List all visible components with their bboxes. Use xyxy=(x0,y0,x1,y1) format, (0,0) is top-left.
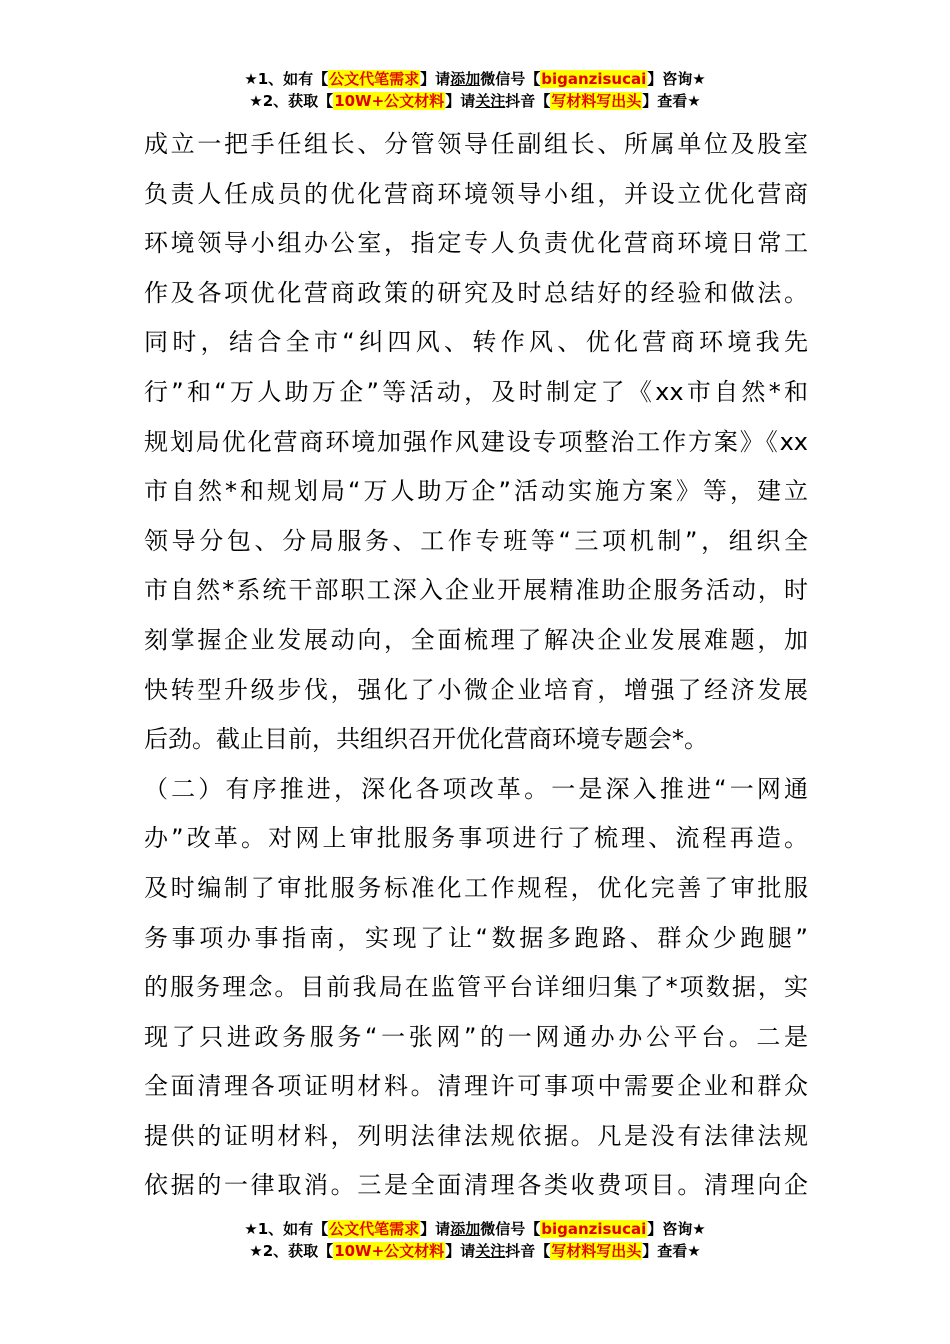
body-line: 行”和“万人助万企”等活动，及时制定了《xx市自然*和 xyxy=(144,377,808,406)
body-line: 的服务理念。目前我局在监管平台详细归集了*项数据，实 xyxy=(144,973,808,1002)
banner-line-2 xyxy=(0,90,950,112)
body-line: 同时，结合全市“纠四风、转作风、优化营商环境我先 xyxy=(144,328,808,357)
body-line: 刻掌握企业发展动向，全面梳理了解决企业发展难题，加 xyxy=(144,625,808,654)
header-banner xyxy=(0,68,950,112)
body-line: 环境领导小组办公室，指定专人负责优化营商环境日常工 xyxy=(144,229,808,258)
highlight-wechat-id: biganzisucai xyxy=(541,70,647,88)
body-line: 及时编制了审批服务标准化工作规程，优化完善了审批服 xyxy=(144,873,808,902)
footer-banner xyxy=(0,1218,950,1262)
underlined-text: 关注 xyxy=(475,92,506,110)
body-line: 务事项办事指南，实现了让“数据多跑路、群众少跑腿” xyxy=(144,923,808,952)
underlined-text: 关注 xyxy=(475,1242,506,1260)
document-body xyxy=(144,120,808,1211)
banner-text: 抖音【 xyxy=(505,92,551,110)
body-line: 市自然*和规划局“万人助万企”活动实施方案》等，建立 xyxy=(144,477,808,506)
highlight-wechat-id: biganzisucai xyxy=(541,1220,647,1238)
banner-text: 】查看★ xyxy=(642,92,701,110)
banner-text: 】咨询★ xyxy=(647,70,706,88)
body-line: 现了只进政务服务“一张网”的一网通办办公平台。二是 xyxy=(144,1022,808,1051)
body-line: 快转型升级步伐，强化了小微企业培育，增强了经济发展 xyxy=(144,675,808,704)
highlight-douyin-account: 写材料写出头 xyxy=(551,92,642,110)
underlined-text: 添加 xyxy=(450,70,481,88)
banner-text: 】请 xyxy=(445,1242,476,1260)
body-line: 市自然*系统干部职工深入企业开展精准助企服务活动，时 xyxy=(144,576,808,605)
highlight-service: 公文代笔需求 xyxy=(329,1220,420,1238)
underlined-text: 添加 xyxy=(450,1220,481,1238)
body-line: 后劲。截止目前，共组织召开优化营商环境专题会*。 xyxy=(144,725,708,754)
banner-text: ★2、获取【 xyxy=(249,1242,334,1260)
banner-text: 微信号【 xyxy=(480,1220,541,1238)
banner-line-1 xyxy=(0,1218,950,1240)
banner-text: 】请 xyxy=(420,1220,451,1238)
banner-text: 】请 xyxy=(420,70,451,88)
banner-line-2 xyxy=(0,1240,950,1262)
banner-text: 抖音【 xyxy=(505,1242,551,1260)
banner-text: ★2、获取【 xyxy=(249,92,334,110)
section-heading-line: （二）有序推进，深化各项改革。一是深入推进“一网通 xyxy=(144,774,808,803)
highlight-douyin-account: 写材料写出头 xyxy=(551,1242,642,1260)
body-line: 领导分包、分局服务、工作专班等“三项机制”，组织全 xyxy=(144,526,808,555)
body-line: 作及各项优化营商政策的研究及时总结好的经验和做法。 xyxy=(144,278,808,307)
body-line: 办”改革。对网上审批服务事项进行了梳理、流程再造。 xyxy=(144,824,808,853)
body-line: 全面清理各项证明材料。清理许可事项中需要企业和群众 xyxy=(144,1072,808,1101)
highlight-materials: 10W+公文材料 xyxy=(334,1242,445,1260)
highlight-materials: 10W+公文材料 xyxy=(334,92,445,110)
body-line: 提供的证明材料，列明法律法规依据。凡是没有法律法规 xyxy=(144,1121,808,1150)
body-line: 依据的一律取消。三是全面清理各类收费项目。清理向企 xyxy=(144,1171,808,1200)
banner-text: 】咨询★ xyxy=(647,1220,706,1238)
banner-text: ★1、如有【 xyxy=(244,70,329,88)
banner-text: 微信号【 xyxy=(480,70,541,88)
highlight-service: 公文代笔需求 xyxy=(329,70,420,88)
banner-text: 】查看★ xyxy=(642,1242,701,1260)
banner-line-1 xyxy=(0,68,950,90)
body-line: 负责人任成员的优化营商环境领导小组，并设立优化营商 xyxy=(144,179,808,208)
body-line: 规划局优化营商环境加强作风建设专项整治工作方案》《xx xyxy=(144,427,808,456)
body-line: 成立一把手任组长、分管领导任副组长、所属单位及股室 xyxy=(144,130,808,158)
banner-text: ★1、如有【 xyxy=(244,1220,329,1238)
banner-text: 】请 xyxy=(445,92,476,110)
